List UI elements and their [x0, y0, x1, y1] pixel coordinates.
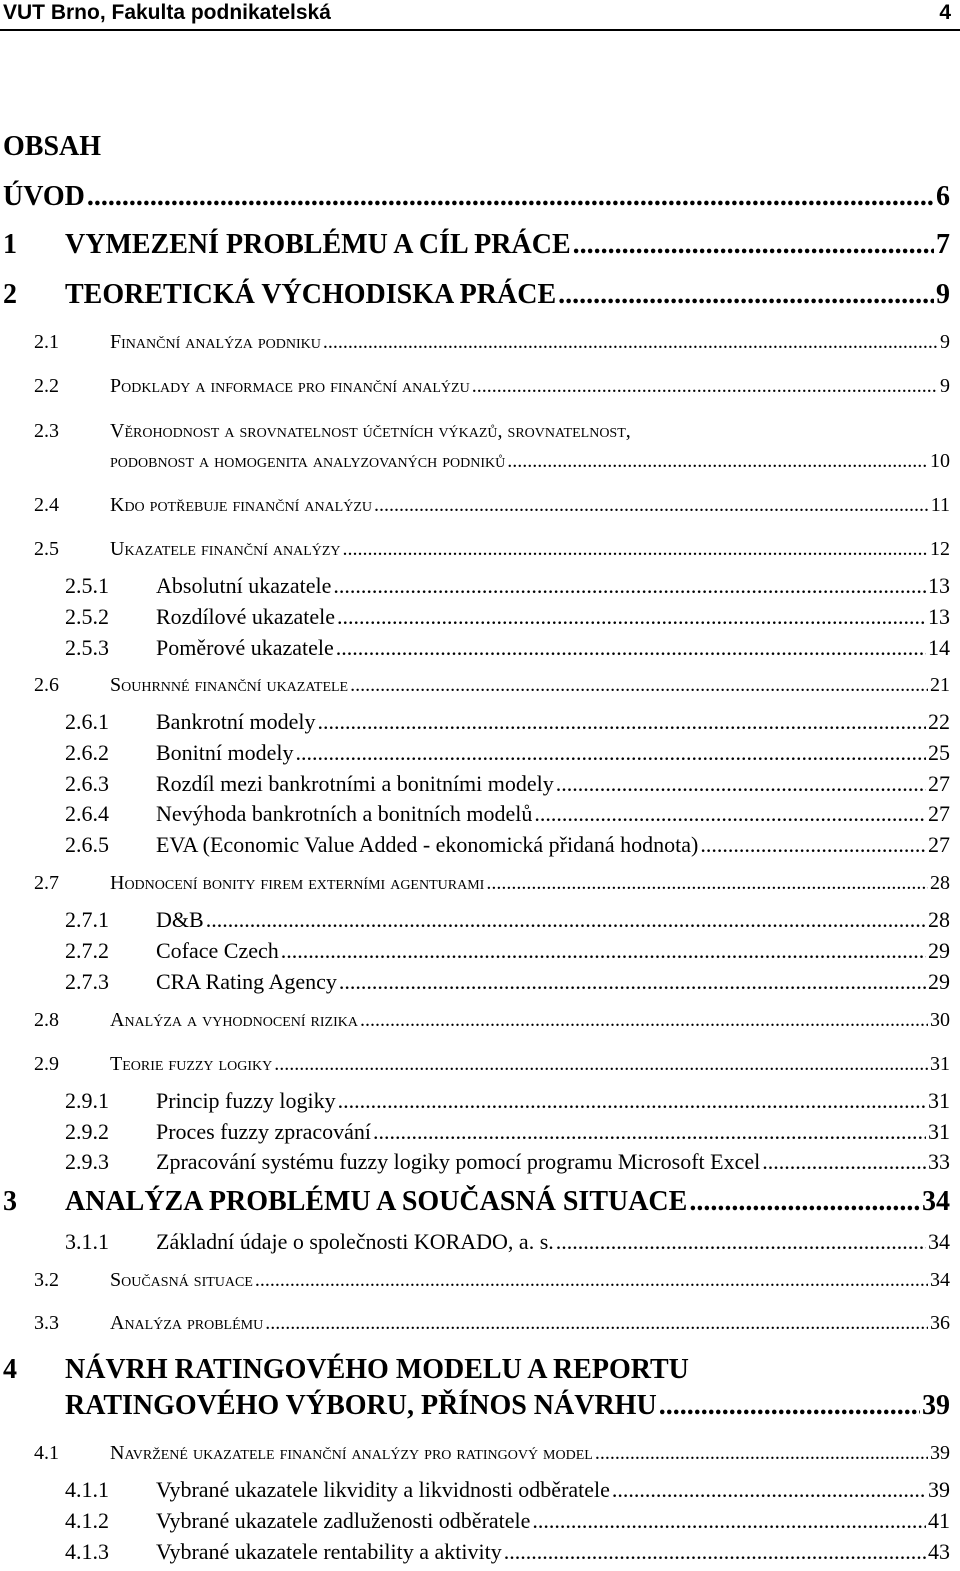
toc-entry-title: Rozdíl mezi bankrotními a bonitními modely — [156, 771, 554, 796]
toc-entry-title: ÚVOD — [3, 181, 85, 212]
toc-entry-page: 25 — [928, 740, 950, 765]
toc-entry[interactable] — [0, 373, 960, 403]
toc-entry-number: 2 — [3, 279, 17, 310]
toc-entry[interactable] — [0, 800, 960, 830]
toc-entry[interactable] — [0, 1118, 960, 1148]
toc-entry[interactable] — [0, 1185, 960, 1219]
toc-entry-title: Poměrové ukazatele — [156, 635, 334, 660]
toc-entry-number: 2.1 — [34, 331, 59, 353]
toc-entry-title: Základní údaje o společnosti KORADO, a. s. — [156, 1229, 554, 1254]
toc-entry-page: 12 — [930, 538, 950, 560]
toc-entry[interactable] — [0, 1087, 960, 1117]
toc-entry-number: 4.1 — [34, 1442, 59, 1464]
toc-entry-page: 27 — [928, 832, 950, 857]
toc-entry-title: Souhrnné finanční ukazatele — [110, 674, 349, 696]
toc-entry-page: 30 — [930, 1009, 950, 1031]
header-page-number: 4 — [939, 1, 951, 24]
toc-entry[interactable] — [0, 634, 960, 664]
toc-entry[interactable] — [0, 870, 960, 900]
toc-entry-page: 31 — [930, 1053, 950, 1075]
toc-entry-title: Podklady a informace pro finanční analýzu — [110, 375, 470, 397]
toc-entry[interactable] — [0, 278, 960, 312]
toc-entry[interactable] — [0, 572, 960, 602]
toc-entry-number: 2.8 — [34, 1009, 59, 1031]
toc-entry[interactable] — [0, 418, 960, 478]
toc-entry-title: RATINGOVÉHO VÝBORU, PŘÍNOS NÁVRHU — [65, 1390, 657, 1421]
toc-entry-title: Navržené ukazatele finanční analýzy pro ratingový model — [110, 1442, 593, 1464]
toc-entry-title: Ukazatele finanční analýzy — [110, 538, 341, 560]
toc-entry-page: 28 — [930, 872, 950, 894]
toc-entry[interactable] — [0, 228, 960, 262]
toc-entry-page: 29 — [928, 938, 950, 963]
toc-entry-number: 2.6 — [34, 674, 59, 696]
toc-entry-page: 14 — [928, 635, 950, 660]
toc-entry[interactable] — [0, 906, 960, 936]
toc-entry-title: Absolutní ukazatele — [156, 573, 332, 598]
toc-entry-title: Vybrané ukazatele zadluženosti odběratele — [156, 1508, 531, 1533]
header-rule — [0, 29, 960, 31]
toc-entry-number: 2.6.2 — [65, 740, 109, 765]
toc-entry[interactable] — [0, 1148, 960, 1178]
toc-entry-title: Nevýhoda bankrotních a bonitních modelů — [156, 801, 533, 826]
toc-entry-number: 4.1.2 — [65, 1508, 109, 1533]
toc-entry-page: 9 — [936, 279, 950, 310]
toc-entry[interactable] — [0, 831, 960, 861]
toc-entry[interactable] — [0, 708, 960, 738]
toc-entry-number: 2.5.2 — [65, 604, 109, 629]
toc-entry[interactable] — [0, 1507, 960, 1537]
toc-entry-page: 9 — [940, 331, 950, 353]
toc-entry-number: 2.9.2 — [65, 1119, 109, 1144]
toc-entry-title: ANALÝZA PROBLÉMU A SOUČASNÁ SITUACE — [65, 1186, 688, 1217]
toc-entry-title: TEORETICKÁ VÝCHODISKA PRÁCE — [65, 279, 557, 310]
toc-entry-page: 6 — [936, 181, 950, 212]
toc-entry-title: Finanční analýza podniku — [110, 331, 321, 353]
toc-entry-page: 13 — [928, 604, 950, 629]
toc-entry-title: Coface Czech — [156, 938, 279, 963]
toc-entry-number: 2.6.1 — [65, 709, 109, 734]
toc-entry-title: Vybrané ukazatele likvidity a likvidnosti odběratele — [156, 1477, 610, 1502]
toc-entry[interactable] — [0, 1051, 960, 1081]
toc-entry-page: 34 — [930, 1269, 950, 1291]
toc-entry[interactable] — [0, 672, 960, 702]
toc-entry-title-line1: NÁVRH RATINGOVÉHO MODELU A REPORTU — [65, 1354, 689, 1385]
toc-entry-number: 3.3 — [34, 1312, 59, 1334]
toc-entry-number: 2.5 — [34, 538, 59, 560]
toc-entry[interactable] — [0, 1538, 960, 1568]
header-school: VUT Brno, Fakulta podnikatelská — [3, 1, 331, 24]
toc-entry-title: Zpracování systému fuzzy logiky pomocí programu Microsoft Excel — [156, 1149, 761, 1174]
toc-entry[interactable] — [0, 1353, 960, 1423]
toc-entry[interactable] — [0, 937, 960, 967]
toc-entry-title: D&B — [156, 907, 204, 932]
toc-entry-page: 43 — [928, 1539, 950, 1564]
toc-entry[interactable] — [0, 536, 960, 566]
toc-entry-number: 2.9.1 — [65, 1088, 109, 1113]
toc-entry-page: 34 — [922, 1186, 950, 1217]
toc-entry[interactable] — [0, 1440, 960, 1470]
toc-entry-number: 3.1.1 — [65, 1229, 109, 1254]
toc-entry[interactable] — [0, 492, 960, 522]
toc-entry-title: Princip fuzzy logiky — [156, 1088, 336, 1113]
page-header — [0, 0, 960, 30]
toc-entry-number: 2.6.4 — [65, 801, 109, 826]
toc-entry[interactable] — [0, 739, 960, 769]
toc-entry-page: 36 — [930, 1312, 950, 1334]
toc-entry-title: Bonitní modely — [156, 740, 294, 765]
toc-entry-number: 2.7.1 — [65, 907, 109, 932]
toc-entry-page: 10 — [930, 450, 950, 472]
toc-entry-page: 39 — [930, 1442, 950, 1464]
toc-entry[interactable] — [0, 603, 960, 633]
toc-entry-page: 39 — [928, 1477, 950, 1502]
toc-entry-page: 9 — [940, 375, 950, 397]
toc-entry-page: 7 — [936, 229, 950, 260]
toc-entry-number: 4.1.1 — [65, 1477, 109, 1502]
toc-entry[interactable] — [0, 1228, 960, 1258]
toc-entry[interactable] — [0, 968, 960, 998]
toc-entry-number: 2.7.2 — [65, 938, 109, 963]
toc-entry-page: 34 — [928, 1229, 950, 1254]
toc-entry-number: 2.5.1 — [65, 573, 109, 598]
toc-entry-page: 33 — [928, 1149, 950, 1174]
toc-entry-number: 2.5.3 — [65, 635, 109, 660]
toc-entry-number: 2.6.5 — [65, 832, 109, 857]
toc-entry-number: 1 — [3, 229, 17, 260]
toc-entry-page: 27 — [928, 801, 950, 826]
toc-entry[interactable] — [0, 180, 960, 214]
toc-entry-number: 2.9 — [34, 1053, 59, 1075]
toc-entry-page: 39 — [922, 1390, 950, 1421]
toc-entry-page: 21 — [930, 674, 950, 696]
toc-entry-title: Analýza a vyhodnocení rizika — [110, 1009, 358, 1031]
toc-entry-title: Kdo potřebuje finanční analýzu — [110, 494, 372, 516]
toc-entry-number: 2.4 — [34, 494, 59, 516]
toc-entry[interactable] — [0, 1007, 960, 1037]
toc-title: OBSAH — [3, 131, 102, 162]
toc-entry-page: 28 — [928, 907, 950, 932]
toc-entry-title: Analýza problému — [110, 1312, 264, 1334]
toc-entry-title: VYMEZENÍ PROBLÉMU A CÍL PRÁCE — [65, 229, 571, 260]
toc-entry-title: CRA Rating Agency — [156, 969, 337, 994]
toc-entry-title: Hodnocení bonity firem externími agenturami — [110, 872, 485, 894]
toc-entry-title-line1: Věrohodnost a srovnatelnost účetních výkazů, srovnatelnost, — [110, 420, 631, 442]
toc-entry-number: 2.3 — [34, 420, 59, 442]
toc-entry-title: podobnost a homogenita analyzovaných podniků — [110, 450, 506, 472]
toc-entry-title: Proces fuzzy zpracování — [156, 1119, 372, 1144]
toc-entry[interactable] — [0, 329, 960, 359]
toc-entry-page: 31 — [928, 1119, 950, 1144]
toc-entry-page: 29 — [928, 969, 950, 994]
toc-entry-number: 2.6.3 — [65, 771, 109, 796]
toc-entry-number: 3.2 — [34, 1269, 59, 1291]
toc-entry-number: 3 — [3, 1186, 17, 1217]
toc-entry[interactable] — [0, 1310, 960, 1340]
toc-entry-title: Bankrotní modely — [156, 709, 316, 734]
toc-entry-page: 13 — [928, 573, 950, 598]
toc-entry-number: 2.2 — [34, 375, 59, 397]
toc-entry-title: Současná situace — [110, 1269, 253, 1291]
toc-entry-page: 22 — [928, 709, 950, 734]
toc-entry-title: Vybrané ukazatele rentability a aktivity — [156, 1539, 502, 1564]
toc-entry-title: EVA (Economic Value Added - ekonomická přidaná hodnota) — [156, 832, 699, 857]
toc-entry-number: 4 — [3, 1354, 17, 1385]
toc-entry-page: 41 — [928, 1508, 950, 1533]
toc-entry-number: 2.9.3 — [65, 1149, 109, 1174]
toc-entry-number: 2.7.3 — [65, 969, 109, 994]
toc-entry-number: 2.7 — [34, 872, 59, 894]
toc-entry[interactable] — [0, 1267, 960, 1297]
toc-entry-title: Teorie fuzzy logiky — [110, 1053, 273, 1075]
toc-entry[interactable] — [0, 770, 960, 800]
toc-entry-page: 27 — [928, 771, 950, 796]
toc-entry-page: 31 — [928, 1088, 950, 1113]
toc-entry-number: 4.1.3 — [65, 1539, 109, 1564]
toc-entry[interactable] — [0, 1476, 960, 1506]
toc-entry-page: 11 — [930, 494, 950, 516]
toc-entry-title: Rozdílové ukazatele — [156, 604, 335, 629]
